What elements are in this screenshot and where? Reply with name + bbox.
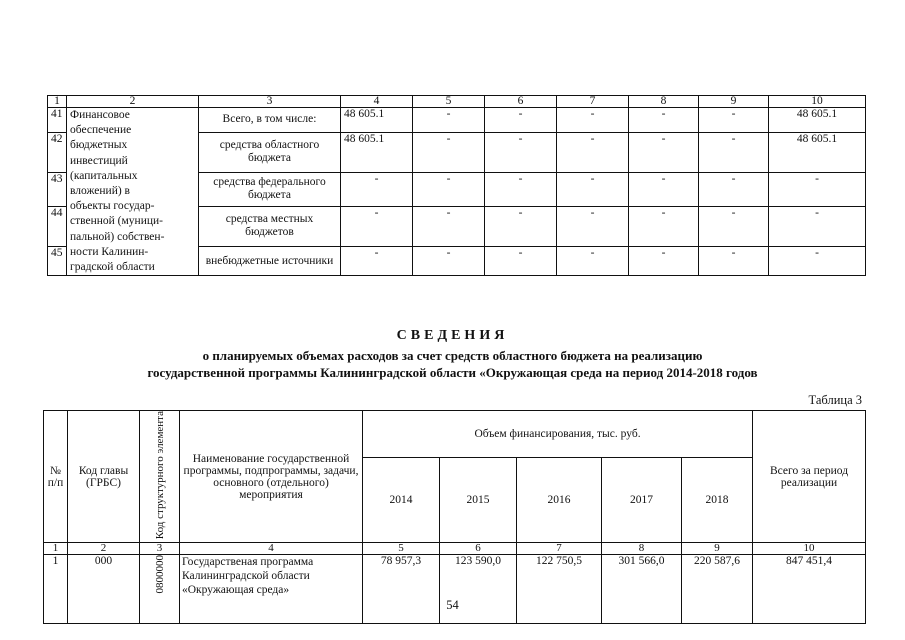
total-cell: - — [769, 173, 866, 207]
total-cell: 48 605.1 — [769, 132, 866, 172]
table-row — [44, 555, 866, 624]
value-cell: - — [629, 206, 699, 246]
total-cell: - — [769, 206, 866, 246]
value-cell: 78 957,3 — [363, 555, 440, 624]
value-cell: - — [557, 206, 629, 246]
column-number: 1 — [44, 543, 68, 555]
column-number: 9 — [682, 543, 753, 555]
header-year: 2014 — [363, 457, 440, 542]
value-cell: - — [485, 206, 557, 246]
value-cell: - — [699, 206, 769, 246]
total-cell: 48 605.1 — [769, 108, 866, 133]
value-cell: - — [699, 132, 769, 172]
row-number: 44 — [48, 206, 67, 246]
header-year: 2018 — [682, 457, 753, 542]
header-cell: 10 — [769, 96, 866, 108]
row-name: Государственая программа Калининградской области «Окружающая среда» — [180, 555, 363, 624]
header-funding: Объем финансирования, тыс. руб. — [363, 411, 753, 458]
table-header-row — [44, 411, 866, 458]
funding-source: средства местных бюджетов — [199, 206, 341, 246]
value-cell: - — [413, 173, 485, 207]
column-number: 7 — [517, 543, 602, 555]
value-cell: 48 605.1 — [341, 132, 413, 172]
header-num: № п/п — [44, 411, 68, 543]
row-number: 1 — [44, 555, 68, 624]
column-number: 4 — [180, 543, 363, 555]
header-cell: 3 — [199, 96, 341, 108]
header-cell: 4 — [341, 96, 413, 108]
value-cell: - — [485, 108, 557, 133]
value-cell: 123 590,0 — [440, 555, 517, 624]
value-cell: - — [485, 173, 557, 207]
value-cell: - — [485, 247, 557, 276]
item-description: Финансовое обеспечение бюджетных инвестиций (капитальных вложений) в объекты государ- ственной (муници- пальной) собствен- ности Калинин- градской области — [67, 108, 199, 276]
header-name: Наименование государственной программы, подпрограммы, задачи, основного (отдельного) мероприятия — [180, 411, 363, 543]
value-cell: 301 566,0 — [602, 555, 682, 624]
row-number: 43 — [48, 173, 67, 207]
value-cell: - — [413, 206, 485, 246]
value-cell: - — [413, 247, 485, 276]
header-cell: 5 — [413, 96, 485, 108]
header-cell: 9 — [699, 96, 769, 108]
value-cell: - — [341, 173, 413, 207]
document-subtitle-line-2: государственной программы Калининградской области «Окружающая среда на период 2014-2018 годов — [147, 365, 758, 380]
row-struct: 0800000 — [140, 555, 180, 624]
document-title: СВЕДЕНИЯ — [396, 328, 509, 343]
value-cell: - — [629, 108, 699, 133]
column-number: 6 — [440, 543, 517, 555]
header-struct: Код структурного элемента — [140, 411, 180, 543]
column-number: 10 — [753, 543, 866, 555]
value-cell: - — [629, 173, 699, 207]
value-cell: - — [699, 247, 769, 276]
table-header-row — [48, 96, 866, 108]
header-year: 2016 — [517, 457, 602, 542]
value-cell: 220 587,6 — [682, 555, 753, 624]
value-cell: - — [485, 132, 557, 172]
header-year: 2015 — [440, 457, 517, 542]
value-cell: - — [557, 247, 629, 276]
value-cell: 48 605.1 — [341, 108, 413, 133]
value-cell: - — [341, 206, 413, 246]
header-year: 2017 — [602, 457, 682, 542]
value-cell: - — [413, 132, 485, 172]
header-cell: 7 — [557, 96, 629, 108]
header-code: Код главы (ГРБС) — [68, 411, 140, 543]
value-cell: - — [557, 132, 629, 172]
header-cell: 6 — [485, 96, 557, 108]
value-cell: - — [699, 108, 769, 133]
header-total: Всего за период реализации — [753, 411, 866, 543]
value-cell: - — [699, 173, 769, 207]
column-number: 8 — [602, 543, 682, 555]
value-cell: 122 750,5 — [517, 555, 602, 624]
table-label: Таблица 3 — [808, 393, 862, 407]
funding-source: средства областного бюджета — [199, 132, 341, 172]
column-number: 2 — [68, 543, 140, 555]
document-subtitle-line-1: о планируемых объемах расходов за счет средств областного бюджета на реализацию — [202, 348, 703, 363]
row-number: 45 — [48, 247, 67, 276]
funding-source: средства федерального бюджета — [199, 173, 341, 207]
total-cell: 847 451,4 — [753, 555, 866, 624]
header-cell: 2 — [67, 96, 199, 108]
value-cell: - — [629, 132, 699, 172]
value-cell: - — [629, 247, 699, 276]
header-cell: 8 — [629, 96, 699, 108]
row-code: 000 — [68, 555, 140, 624]
column-number: 3 — [140, 543, 180, 555]
value-cell: - — [341, 247, 413, 276]
column-number: 5 — [363, 543, 440, 555]
funding-source: Всего, в том числе: — [199, 108, 341, 133]
expenditure-table — [43, 410, 866, 624]
financing-table — [47, 95, 866, 276]
total-cell: - — [769, 247, 866, 276]
page-number: 54 — [446, 598, 459, 612]
value-cell: - — [413, 108, 485, 133]
table-row — [48, 108, 866, 133]
row-number: 41 — [48, 108, 67, 133]
header-cell: 1 — [48, 96, 67, 108]
column-number-row — [44, 543, 866, 555]
value-cell: - — [557, 108, 629, 133]
value-cell: - — [557, 173, 629, 207]
row-number: 42 — [48, 132, 67, 172]
funding-source: внебюджетные источники — [199, 247, 341, 276]
